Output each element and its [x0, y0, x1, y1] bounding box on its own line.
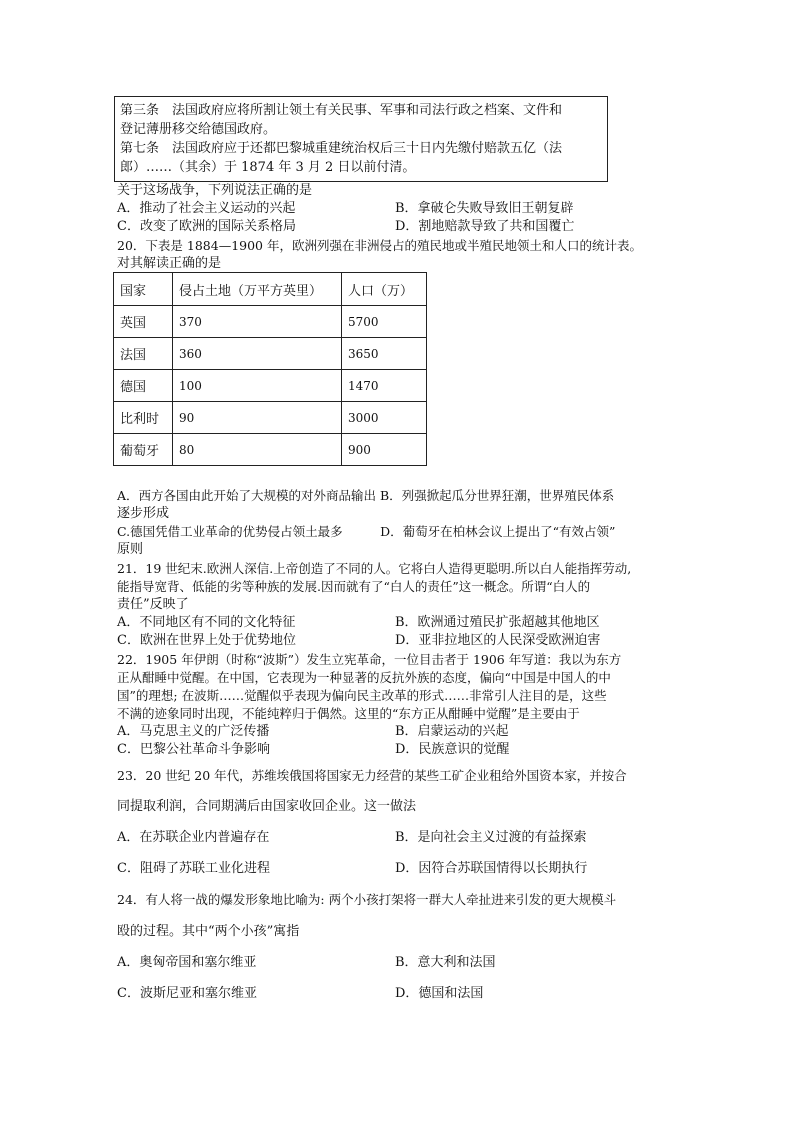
q21-stem-line3: 责任”反映了 [117, 597, 189, 612]
cell-land: 90 [173, 402, 342, 434]
treaty-article-7-line1: 第七条 法国政府应于还都巴黎城重建统治权后三十日内先缴付赔款五亿（法 [120, 141, 563, 156]
q23-option-d: D．因符合苏联国情得以长期执行 [395, 861, 588, 876]
q23-option-b: B．是向社会主义过渡的有益探索 [395, 830, 587, 845]
table-row [114, 306, 427, 338]
q24-option-c: C．波斯尼亚和塞尔维亚 [117, 986, 257, 1001]
q20-stem-cont: 对其解读正确的是 [117, 256, 222, 271]
q20-options-ab-cont: 逐步形成 [117, 506, 170, 521]
table-row [114, 338, 427, 370]
header-land: 侵占土地（万平方英里） [173, 273, 342, 306]
q20-options-ab: A．西方各国由此开始了大规模的对外商品输出 B．列强掀起瓜分世界狂潮，世界殖民体系 [117, 488, 615, 503]
cell-country: 法国 [114, 338, 173, 370]
cell-land: 100 [173, 370, 342, 402]
q19-option-d: D．割地赔款导致了共和国覆亡 [395, 219, 575, 234]
table-row [114, 370, 427, 402]
q22-stem-line1: 22．1905 年伊朗（时称“波斯”）发生立宪革命，一位目击者于 1906 年写道：我以为东方 [117, 652, 622, 667]
q21-option-c: C．欧洲在世界上处于优势地位 [117, 633, 296, 648]
treaty-article-3-line2: 登记薄册移交给德国政府。 [120, 122, 277, 137]
q20-options-cd-cont: 原则 [117, 542, 144, 557]
table-row [114, 434, 427, 466]
q23-stem-line2: 同提取利润，合同期满后由国家收回企业。这一做法 [117, 799, 417, 814]
q22-stem-line4: 不满的迹象同时出现，不能纯粹归于偶然。这里的“东方正从酣睡中觉醒”是主要由于 [117, 706, 580, 721]
table-row [114, 402, 427, 434]
q24-option-d: D．德国和法国 [395, 986, 484, 1001]
q24-stem-line2: 殴的过程。其中“两个小孩”寓指 [117, 924, 300, 939]
cell-population: 1470 [342, 370, 427, 402]
q19-option-a: A．推动了社会主义运动的兴起 [117, 201, 296, 216]
q22-option-c: C．巴黎公社革命斗争影响 [117, 742, 270, 757]
q22-stem-line3: 国”的理想; 在波斯……觉醒似乎表现为偏向民主改革的形式……非常引人注目的是，这些 [117, 688, 607, 703]
q23-option-a: A．在苏联企业内普遍存在 [117, 830, 270, 845]
q23-stem-line1: 23．20 世纪 20 年代，苏维埃俄国将国家无力经营的某些工矿企业租给外国资本家，并按合 [117, 768, 627, 783]
q21-option-a: A．不同地区有不同的文化特征 [117, 615, 296, 630]
q24-stem-line1: 24．有人将一战的爆发形象地比喻为: 两个小孩打架将一群大人牵扯进来引发的更大规模斗 [117, 892, 617, 907]
cell-country: 德国 [114, 370, 173, 402]
q21-stem-line1: 21．19 世纪末.欧洲人深信.上帝创造了不同的人。它将白人造得更聪明.所以白人能指挥劳动, [117, 561, 632, 576]
q22-option-d: D．民族意识的觉醒 [395, 742, 510, 757]
q19-option-c: C．改变了欧洲的国际关系格局 [117, 219, 296, 234]
cell-land: 80 [173, 434, 342, 466]
header-country: 国家 [114, 273, 173, 306]
treaty-article-7-line2: 郎）……（其余）于 1874 年 3 月 2 日以前付清。 [120, 160, 416, 175]
cell-population: 3650 [342, 338, 427, 370]
q20-stem: 20．下表是 1884—1900 年，欧洲列强在非洲侵占的殖民地或半殖民地领土和人口的统计表。 [117, 238, 642, 253]
q22-option-b: B．启蒙运动的兴起 [395, 724, 509, 739]
q24-option-b: B．意大利和法国 [395, 955, 496, 970]
cell-country: 英国 [114, 306, 173, 338]
table-header-row [114, 273, 427, 306]
q22-option-a: A．马克思主义的广泛传播 [117, 724, 270, 739]
q19-option-b: B．拿破仑失败导致旧王朝复辟 [395, 201, 574, 216]
q21-option-b: B．欧洲通过殖民扩张超越其他地区 [395, 615, 600, 630]
cell-country: 葡萄牙 [114, 434, 173, 466]
treaty-article-3-line1: 第三条 法国政府应将所割让领土有关民事、军事和司法行政之档案、文件和 [120, 103, 563, 118]
q22-stem-line2: 正从酣睡中觉醒。在中国，它表现为一种显著的反抗外族的态度，偏向“中国是中国人的中 [117, 670, 611, 685]
cell-land: 360 [173, 338, 342, 370]
header-population: 人口（万） [342, 273, 427, 306]
cell-land: 370 [173, 306, 342, 338]
cell-population: 900 [342, 434, 427, 466]
colony-statistics-table [113, 272, 427, 466]
cell-population: 3000 [342, 402, 427, 434]
q21-stem-line2: 能指导宽背、低能的劣等种族的发展.因而就有了“白人的责任”这一概念。所谓“白人的 [117, 579, 591, 594]
cell-population: 5700 [342, 306, 427, 338]
q24-option-a: A．奥匈帝国和塞尔维亚 [117, 955, 257, 970]
q20-options-cd: C.德国凭借工业革命的优势侵占领土最多 D．葡萄牙在柏林会议上提出了“有效占领” [117, 524, 616, 539]
q23-option-c: C．阻碍了苏联工业化进程 [117, 861, 270, 876]
cell-country: 比利时 [114, 402, 173, 434]
q21-option-d: D．亚非拉地区的人民深受欧洲迫害 [395, 633, 601, 648]
q19-stem: 关于这场战争，下列说法正确的是 [117, 183, 313, 198]
